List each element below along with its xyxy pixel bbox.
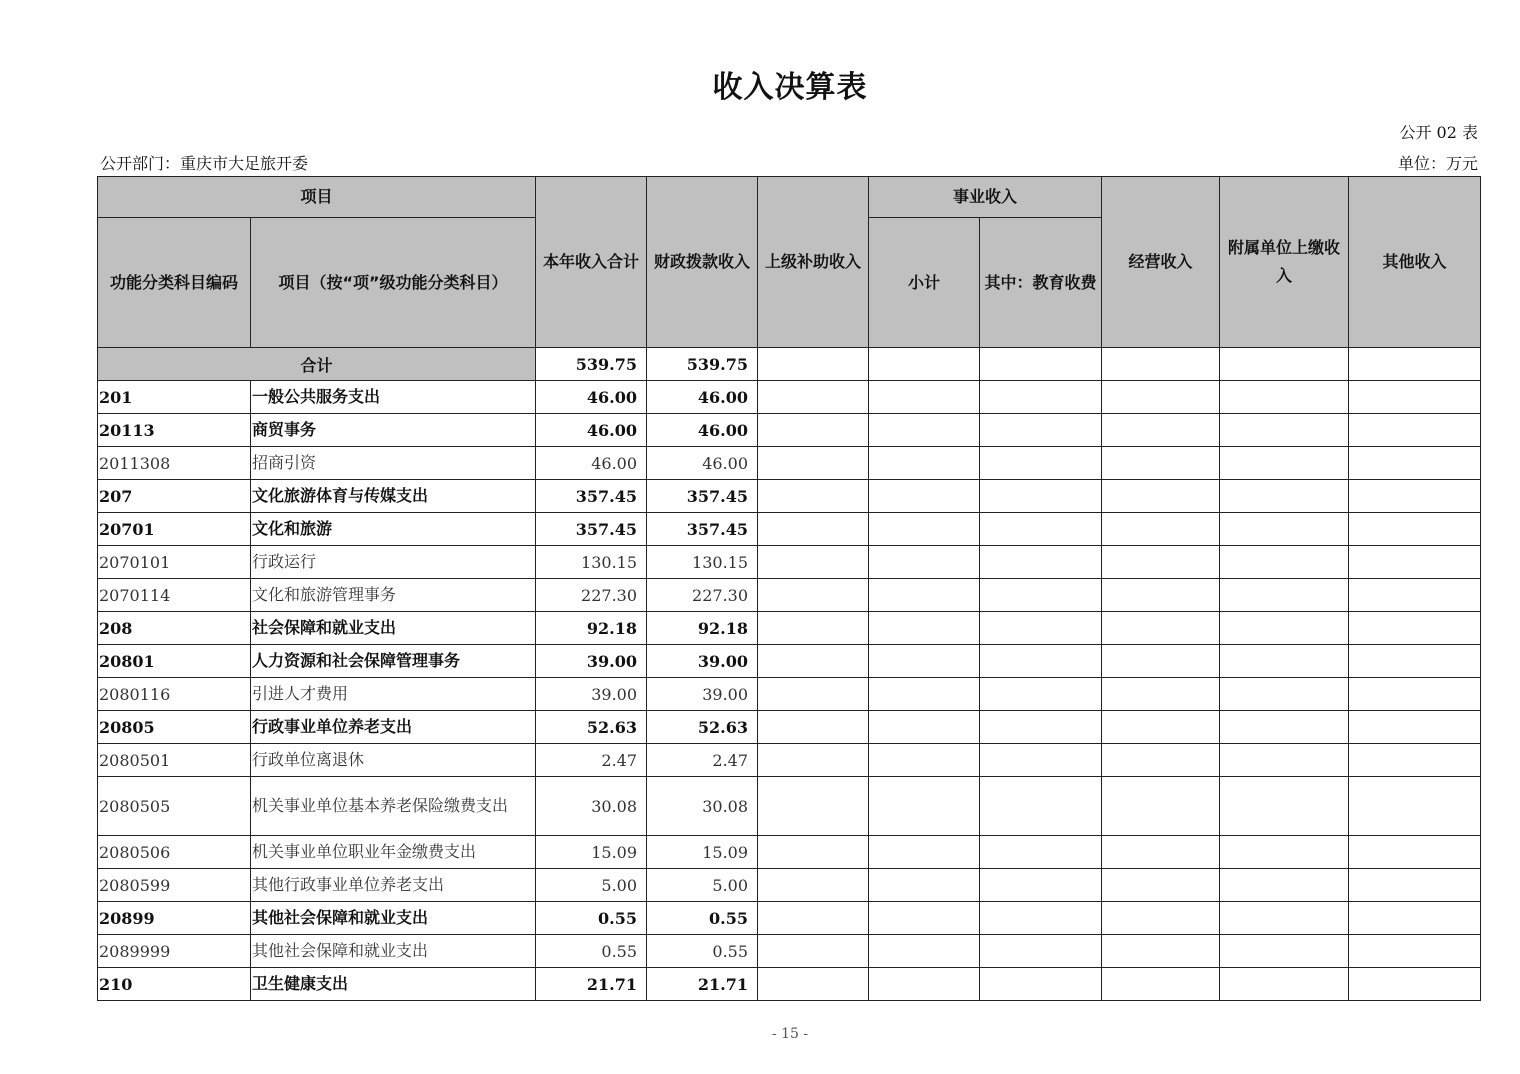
table-row — [98, 513, 1481, 546]
empty-cell — [1349, 546, 1481, 579]
empty-cell — [980, 744, 1102, 777]
empty-cell — [1102, 744, 1220, 777]
empty-cell — [1349, 902, 1481, 935]
empty-cell — [1220, 513, 1349, 546]
empty-cell — [1220, 678, 1349, 711]
empty-cell — [1349, 935, 1481, 968]
row-total: 227.30 — [536, 579, 647, 612]
table-row — [98, 968, 1481, 1001]
row-code: 2080506 — [98, 836, 251, 869]
row-fiscal: 0.55 — [647, 935, 758, 968]
row-code: 2080505 — [98, 777, 251, 836]
empty-cell — [1220, 935, 1349, 968]
table-row — [98, 777, 1481, 836]
empty-cell — [980, 935, 1102, 968]
empty-cell — [869, 935, 980, 968]
table-row — [98, 579, 1481, 612]
empty-cell — [758, 480, 869, 513]
row-name: 行政运行 — [251, 546, 536, 579]
empty-cell — [869, 612, 980, 645]
empty-cell — [869, 902, 980, 935]
page-title: 收入决算表 — [712, 70, 868, 105]
table-row — [98, 414, 1481, 447]
empty-cell — [1220, 836, 1349, 869]
empty-cell — [758, 447, 869, 480]
table-row — [98, 381, 1481, 414]
row-total: 92.18 — [536, 612, 647, 645]
empty-cell — [869, 836, 980, 869]
empty-cell — [1349, 579, 1481, 612]
empty-cell — [1349, 711, 1481, 744]
empty-cell — [980, 869, 1102, 902]
empty-cell — [758, 546, 869, 579]
row-code: 210 — [98, 968, 251, 1001]
table-row — [98, 546, 1481, 579]
empty-cell — [1349, 678, 1481, 711]
empty-cell — [869, 968, 980, 1001]
empty-cell — [758, 711, 869, 744]
empty-cell — [758, 414, 869, 447]
empty-cell — [1220, 480, 1349, 513]
row-total: 46.00 — [536, 447, 647, 480]
row-total: 0.55 — [536, 935, 647, 968]
row-name: 行政单位离退休 — [251, 744, 536, 777]
row-total: 2.47 — [536, 744, 647, 777]
empty-cell — [1102, 935, 1220, 968]
row-total: 357.45 — [536, 480, 647, 513]
empty-cell — [1102, 414, 1220, 447]
row-code: 2070114 — [98, 579, 251, 612]
row-fiscal: 52.63 — [647, 711, 758, 744]
empty-cell — [869, 447, 980, 480]
empty-cell — [1102, 777, 1220, 836]
row-total: 52.63 — [536, 711, 647, 744]
row-name: 其他行政事业单位养老支出 — [251, 869, 536, 902]
empty-cell — [1102, 579, 1220, 612]
row-name: 机关事业单位职业年金缴费支出 — [251, 836, 536, 869]
header-operating: 经营收入 — [1102, 177, 1220, 348]
empty-cell — [758, 777, 869, 836]
row-name: 文化旅游体育与传媒支出 — [251, 480, 536, 513]
row-total: 0.55 — [536, 902, 647, 935]
empty-cell — [1349, 612, 1481, 645]
empty-cell — [869, 645, 980, 678]
empty-cell — [758, 678, 869, 711]
row-code: 20701 — [98, 513, 251, 546]
row-fiscal: 357.45 — [647, 513, 758, 546]
empty-cell — [980, 836, 1102, 869]
empty-cell — [1102, 447, 1220, 480]
table-row — [98, 711, 1481, 744]
header-subtotal: 小计 — [869, 218, 980, 348]
empty-cell — [1220, 414, 1349, 447]
empty-cell — [869, 546, 980, 579]
empty-cell — [758, 935, 869, 968]
table-row — [98, 935, 1481, 968]
empty-cell — [758, 579, 869, 612]
empty-cell — [869, 711, 980, 744]
row-fiscal: 39.00 — [647, 645, 758, 678]
row-fiscal: 0.55 — [647, 902, 758, 935]
row-code: 207 — [98, 480, 251, 513]
row-name: 其他社会保障和就业支出 — [251, 935, 536, 968]
header-code: 功能分类科目编码 — [98, 218, 251, 348]
empty-cell — [1349, 381, 1481, 414]
row-total: 30.08 — [536, 777, 647, 836]
empty-cell — [980, 447, 1102, 480]
empty-cell — [980, 968, 1102, 1001]
table-row — [98, 869, 1481, 902]
empty-cell — [980, 546, 1102, 579]
empty-cell — [1220, 645, 1349, 678]
row-code: 20899 — [98, 902, 251, 935]
header-total: 本年收入合计 — [536, 177, 647, 348]
row-fiscal: 92.18 — [647, 612, 758, 645]
empty-cell — [1349, 480, 1481, 513]
row-code: 208 — [98, 612, 251, 645]
form-number: 公开 02 表 — [1399, 123, 1478, 142]
page-number: - 15 - — [771, 1026, 809, 1042]
row-total: 130.15 — [536, 546, 647, 579]
row-total: 46.00 — [536, 381, 647, 414]
empty-cell — [1220, 612, 1349, 645]
empty-cell — [758, 968, 869, 1001]
empty-cell — [980, 480, 1102, 513]
empty-cell — [1349, 968, 1481, 1001]
empty-cell — [980, 381, 1102, 414]
header-project: 项目 — [98, 177, 536, 218]
row-code: 201 — [98, 381, 251, 414]
empty-cell — [1102, 678, 1220, 711]
income-table — [97, 176, 1481, 1001]
row-total: 39.00 — [536, 645, 647, 678]
row-code: 20113 — [98, 414, 251, 447]
row-fiscal: 46.00 — [647, 447, 758, 480]
row-fiscal: 357.45 — [647, 480, 758, 513]
empty-cell — [1102, 612, 1220, 645]
row-fiscal: 227.30 — [647, 579, 758, 612]
empty-cell — [1102, 968, 1220, 1001]
table-row — [98, 678, 1481, 711]
row-fiscal: 130.15 — [647, 546, 758, 579]
row-total: 357.45 — [536, 513, 647, 546]
row-code: 2011308 — [98, 447, 251, 480]
empty-cell — [869, 869, 980, 902]
empty-cell — [1102, 869, 1220, 902]
empty-cell — [1220, 869, 1349, 902]
row-name: 机关事业单位基本养老保险缴费支出 — [251, 777, 536, 836]
empty-cell — [1220, 711, 1349, 744]
header-education: 其中：教育收费 — [980, 218, 1102, 348]
department-label: 公开部门：重庆市大足旅开委 — [100, 154, 309, 173]
empty-cell — [1349, 513, 1481, 546]
empty-cell — [869, 777, 980, 836]
header-fiscal: 财政拨款收入 — [647, 177, 758, 348]
empty-cell — [869, 579, 980, 612]
row-fiscal: 21.71 — [647, 968, 758, 1001]
row-fiscal: 46.00 — [647, 414, 758, 447]
row-code: 2080116 — [98, 678, 251, 711]
empty-cell — [1349, 414, 1481, 447]
empty-cell — [980, 513, 1102, 546]
empty-cell — [758, 836, 869, 869]
row-code: 2070101 — [98, 546, 251, 579]
empty-cell — [1349, 869, 1481, 902]
empty-cell — [1220, 546, 1349, 579]
empty-cell — [758, 902, 869, 935]
row-name: 文化和旅游管理事务 — [251, 579, 536, 612]
empty-cell — [1102, 480, 1220, 513]
empty-cell — [1102, 546, 1220, 579]
row-name: 其他社会保障和就业支出 — [251, 902, 536, 935]
empty-cell — [869, 480, 980, 513]
row-code: 20801 — [98, 645, 251, 678]
empty-cell — [1102, 836, 1220, 869]
row-fiscal: 5.00 — [647, 869, 758, 902]
empty-cell — [758, 381, 869, 414]
empty-cell — [869, 381, 980, 414]
empty-cell — [758, 744, 869, 777]
empty-cell — [1102, 645, 1220, 678]
row-total: 21.71 — [536, 968, 647, 1001]
empty-cell — [1220, 902, 1349, 935]
header-other: 其他收入 — [1349, 177, 1481, 348]
empty-cell — [1102, 902, 1220, 935]
empty-cell — [980, 902, 1102, 935]
empty-cell — [869, 678, 980, 711]
row-name: 一般公共服务支出 — [251, 381, 536, 414]
empty-cell — [980, 612, 1102, 645]
empty-cell — [1220, 579, 1349, 612]
empty-cell — [758, 645, 869, 678]
empty-cell — [869, 414, 980, 447]
row-name: 文化和旅游 — [251, 513, 536, 546]
empty-cell — [1349, 645, 1481, 678]
empty-cell — [1102, 381, 1220, 414]
empty-cell — [1349, 744, 1481, 777]
table-row — [98, 744, 1481, 777]
empty-cell — [980, 414, 1102, 447]
empty-cell — [869, 744, 980, 777]
row-total: 46.00 — [536, 414, 647, 447]
empty-cell — [1349, 447, 1481, 480]
empty-cell — [1102, 711, 1220, 744]
table-row — [98, 902, 1481, 935]
unit-label: 单位：万元 — [1397, 154, 1478, 173]
empty-cell — [1102, 513, 1220, 546]
table-row — [98, 447, 1481, 480]
empty-cell — [758, 612, 869, 645]
header-business: 事业收入 — [869, 177, 1102, 218]
empty-cell — [1220, 744, 1349, 777]
row-fiscal: 2.47 — [647, 744, 758, 777]
empty-cell — [1220, 447, 1349, 480]
empty-cell — [1349, 777, 1481, 836]
table-row — [98, 612, 1481, 645]
row-fiscal: 46.00 — [647, 381, 758, 414]
empty-cell — [1349, 836, 1481, 869]
row-name: 行政事业单位养老支出 — [251, 711, 536, 744]
empty-cell — [980, 777, 1102, 836]
total-fiscal: 539.75 — [647, 348, 758, 381]
row-code: 2080501 — [98, 744, 251, 777]
empty-cell — [1220, 968, 1349, 1001]
row-total: 39.00 — [536, 678, 647, 711]
total-label: 合计 — [98, 348, 536, 381]
row-fiscal: 30.08 — [647, 777, 758, 836]
empty-cell — [758, 869, 869, 902]
header-affiliated: 附属单位上缴收入 — [1220, 177, 1349, 348]
header-name: 项目（按“项”级功能分类科目） — [251, 218, 536, 348]
row-code: 2089999 — [98, 935, 251, 968]
empty-cell — [869, 513, 980, 546]
empty-cell — [980, 645, 1102, 678]
total-amount: 539.75 — [536, 348, 647, 381]
empty-cell — [1220, 381, 1349, 414]
row-name: 卫生健康支出 — [251, 968, 536, 1001]
row-name: 人力资源和社会保障管理事务 — [251, 645, 536, 678]
row-name: 引进人才费用 — [251, 678, 536, 711]
row-fiscal: 15.09 — [647, 836, 758, 869]
row-code: 2080599 — [98, 869, 251, 902]
row-name: 招商引资 — [251, 447, 536, 480]
empty-cell — [980, 678, 1102, 711]
row-total: 5.00 — [536, 869, 647, 902]
table-row — [98, 480, 1481, 513]
empty-cell — [980, 711, 1102, 744]
row-total: 15.09 — [536, 836, 647, 869]
row-code: 20805 — [98, 711, 251, 744]
empty-cell — [1220, 777, 1349, 836]
empty-cell — [980, 579, 1102, 612]
row-name: 社会保障和就业支出 — [251, 612, 536, 645]
total-row — [98, 348, 1481, 381]
row-fiscal: 39.00 — [647, 678, 758, 711]
table-row — [98, 645, 1481, 678]
empty-cell — [758, 513, 869, 546]
table-row — [98, 836, 1481, 869]
row-name: 商贸事务 — [251, 414, 536, 447]
header-superior: 上级补助收入 — [758, 177, 869, 348]
